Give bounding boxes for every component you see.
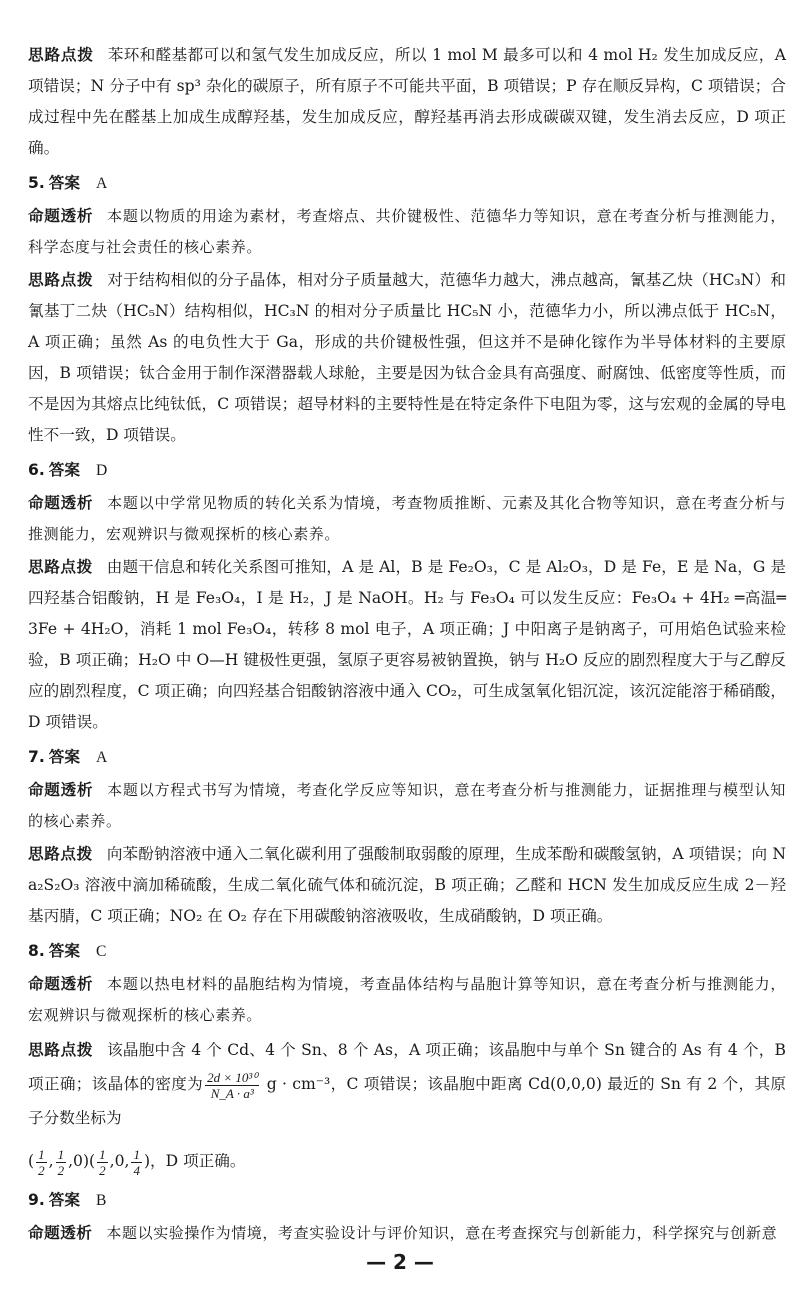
hint-text: 该晶胞中含 4 个 Cd、4 个 Sn、8 个 As，A 项正确；该晶胞中与单个 Sn 键合的 As 有 4 个，B 项正确；该晶体的密度为 bbox=[28, 1041, 786, 1093]
hint-label: 思路点拨 bbox=[28, 558, 93, 576]
answer-value: A bbox=[95, 749, 108, 766]
analysis-q6 bbox=[28, 488, 786, 550]
density-tail: ，C 项错误；该晶胞中距离 Cd(0,0,0) 最近的 Sn 有 2 个，其原子分数坐标为 bbox=[28, 1075, 786, 1127]
analysis-label: 命题透析 bbox=[28, 1224, 93, 1242]
question-7-header bbox=[28, 742, 786, 773]
question-number: 6. bbox=[28, 461, 45, 479]
fraction-numerator: 1 bbox=[133, 1146, 140, 1162]
analysis-q9 bbox=[28, 1218, 786, 1249]
coordinates-line: ( $\frac{1}{2}$ , $\frac{1}{2}$ ,0)( $\frac{1}{2}$ ,0, $\frac{1}{4}$ )，D 项正确。 bbox=[28, 1146, 246, 1178]
hint-label: 思路点拨 bbox=[28, 46, 94, 64]
question-number: 9. bbox=[28, 1191, 45, 1209]
fraction-denominator: 2 bbox=[99, 1162, 106, 1178]
answer-label: 答案 bbox=[48, 748, 80, 766]
answer-value: C bbox=[95, 943, 107, 960]
fraction-numerator: 1 bbox=[38, 1146, 45, 1162]
coord-fraction bbox=[97, 1147, 108, 1178]
fraction-denominator: 4 bbox=[133, 1162, 140, 1178]
hint-q4 bbox=[28, 40, 786, 164]
answer-label: 答案 bbox=[48, 1191, 80, 1209]
answer-label: 答案 bbox=[48, 461, 80, 479]
fraction-denominator: 2 bbox=[57, 1162, 65, 1178]
coord-open: ( bbox=[28, 1152, 35, 1170]
coord-close: )，D 项正确。 bbox=[143, 1152, 246, 1170]
hint-q7 bbox=[28, 839, 786, 932]
hint-text: 由题干信息和转化关系图可推知，A 是 Al，B 是 Fe₂O₃，C 是 Al₂O₃，D 是 Fe，E 是 Na，G 是四羟基合铝酸钠，H 是 Fe₃O₄，I 是 H₂，J 是 NaOH。H₂ 与 Fe₃O₄ 可以发生反应：Fe₃O₄ + 4H₂ ═高温═ 3Fe + 4H₂O，消耗 1 mol Fe₃O₄，转移 8 mol 电子，A 项正确；J 中阳离子是钠离子，可用焰色试验来检验，B 项正确；H₂O 中 O—H 键极性更强，氢原子更容易被钠置换，钠与 H₂O 反应的剧烈程度大于与乙醇反应的剧烈程度，C 项正确；向四羟基合铝酸钠溶液中通入 CO₂，可生成氢氧化铝沉淀，该沉淀能溶于稀硝酸，D 项错误。 bbox=[28, 558, 786, 731]
hint-q6 bbox=[28, 552, 786, 738]
hint-text: 向苯酚钠溶液中通入二氧化碳利用了强酸制取弱酸的原理，生成苯酚和碳酸氢钠，A 项错误；向 Na₂S₂O₃ 溶液中滴加稀硫酸，生成二氧化硫气体和硫沉淀，B 项正确；乙醛和 HCN 发生加成反应生成 2－羟基丙腈，C 项正确；NO₂ 在 O₂ 存在下用碳酸钠溶液吸收，生成硝酸钠，D 项正确。 bbox=[28, 845, 786, 925]
analysis-q8 bbox=[28, 969, 786, 1031]
density-fraction bbox=[205, 1070, 259, 1101]
analysis-q7 bbox=[28, 775, 786, 837]
question-9-header bbox=[28, 1185, 786, 1216]
hint-label: 思路点拨 bbox=[28, 271, 94, 289]
analysis-label: 命题透析 bbox=[28, 207, 94, 225]
analysis-text: 本题以物质的用途为素材，考查熔点、共价键极性、范德华力等知识，意在考查分析与推测能力，科学态度与社会责任的核心素养。 bbox=[28, 207, 786, 256]
page-number: — 2 — bbox=[366, 1250, 434, 1274]
analysis-label: 命题透析 bbox=[28, 975, 94, 993]
hint-text: 苯环和醛基都可以和氢气发生加成反应，所以 1 mol M 最多可以和 4 mol H₂ 发生加成反应，A 项错误；N 分子中有 sp³ 杂化的碳原子，所有原子不可能共平面，B 项错误；P 存在顺反异构，C 项错误；合成过程中先在醛基上加成生成醇羟基，发生加成反应，醇羟基再消去形成碳碳双键，发生消去反应，D 项正确。 bbox=[28, 46, 786, 157]
density-denominator: N_A · a³ bbox=[210, 1085, 254, 1101]
coord-fraction bbox=[56, 1147, 67, 1178]
answer-label: 答案 bbox=[48, 942, 80, 960]
analysis-text: 本题以实验操作为情境，考查实验设计与评价知识，意在考查探究与创新能力，科学探究与创新意 bbox=[106, 1224, 778, 1242]
analysis-label: 命题透析 bbox=[28, 781, 94, 799]
fraction-numerator: 1 bbox=[57, 1146, 65, 1162]
analysis-text: 本题以方程式书写为情境，考查化学反应等知识，意在考查分析与推测能力，证据推理与模型认知的核心素养。 bbox=[28, 781, 786, 830]
question-number: 8. bbox=[28, 942, 45, 960]
answer-value: B bbox=[95, 1192, 107, 1209]
hint-q5 bbox=[28, 265, 786, 451]
density-unit: g · cm⁻³ bbox=[266, 1075, 331, 1093]
question-6-header bbox=[28, 455, 786, 486]
fraction-numerator: 1 bbox=[99, 1146, 106, 1162]
hint-label: 思路点拨 bbox=[28, 845, 93, 863]
analysis-label: 命题透析 bbox=[28, 494, 94, 512]
fraction-denominator: 2 bbox=[38, 1162, 45, 1178]
answer-value: A bbox=[95, 175, 108, 192]
coord-fraction bbox=[36, 1147, 47, 1178]
question-5-header bbox=[28, 168, 786, 199]
question-8-header bbox=[28, 936, 786, 967]
analysis-text: 本题以热电材料的晶胞结构为情境，考查晶体结构与晶胞计算等知识，意在考查分析与推测能力，宏观辨识与微观探析的核心素养。 bbox=[28, 975, 786, 1024]
analysis-q5 bbox=[28, 201, 786, 263]
answer-label: 答案 bbox=[48, 174, 80, 192]
coord-mid: ,0)( bbox=[68, 1152, 96, 1170]
coord-mid: ,0, bbox=[109, 1152, 130, 1170]
hint-text: 对于结构相似的分子晶体，相对分子质量越大，范德华力越大，沸点越高，氰基乙炔（HC₃N）和氰基丁二炔（HC₅N）结构相似，HC₃N 的相对分子质量比 HC₅N 小，范德华力小，所以沸点低于 HC₅N，A 项正确；虽然 As 的电负性大于 Ga，形成的共价键极性强，但这并不是砷化镓作为半导体材料的主要原因，B 项错误；钛合金用于制作深潜器载人球舱，主要是因为钛合金具有高强度、耐腐蚀、低密度等性质，而不是因为其熔点比纯钛低，C 项错误；超导材料的主要特性是在特定条件下电阻为零，这与宏观的金属的导电性不一致，D 项错误。 bbox=[28, 271, 786, 444]
hint-label: 思路点拨 bbox=[28, 1041, 94, 1059]
coord-fraction bbox=[131, 1147, 142, 1178]
answer-value: D bbox=[95, 462, 108, 479]
analysis-text: 本题以中学常见物质的转化关系为情境，考查物质推断、元素及其化合物等知识，意在考查分析与推测能力，宏观辨识与微观探析的核心素养。 bbox=[28, 494, 786, 543]
question-number: 5. bbox=[28, 174, 45, 192]
density-numerator: 2d × 10³⁰ bbox=[207, 1069, 258, 1085]
question-number: 7. bbox=[28, 748, 45, 766]
hint-q8 bbox=[28, 1033, 786, 1135]
